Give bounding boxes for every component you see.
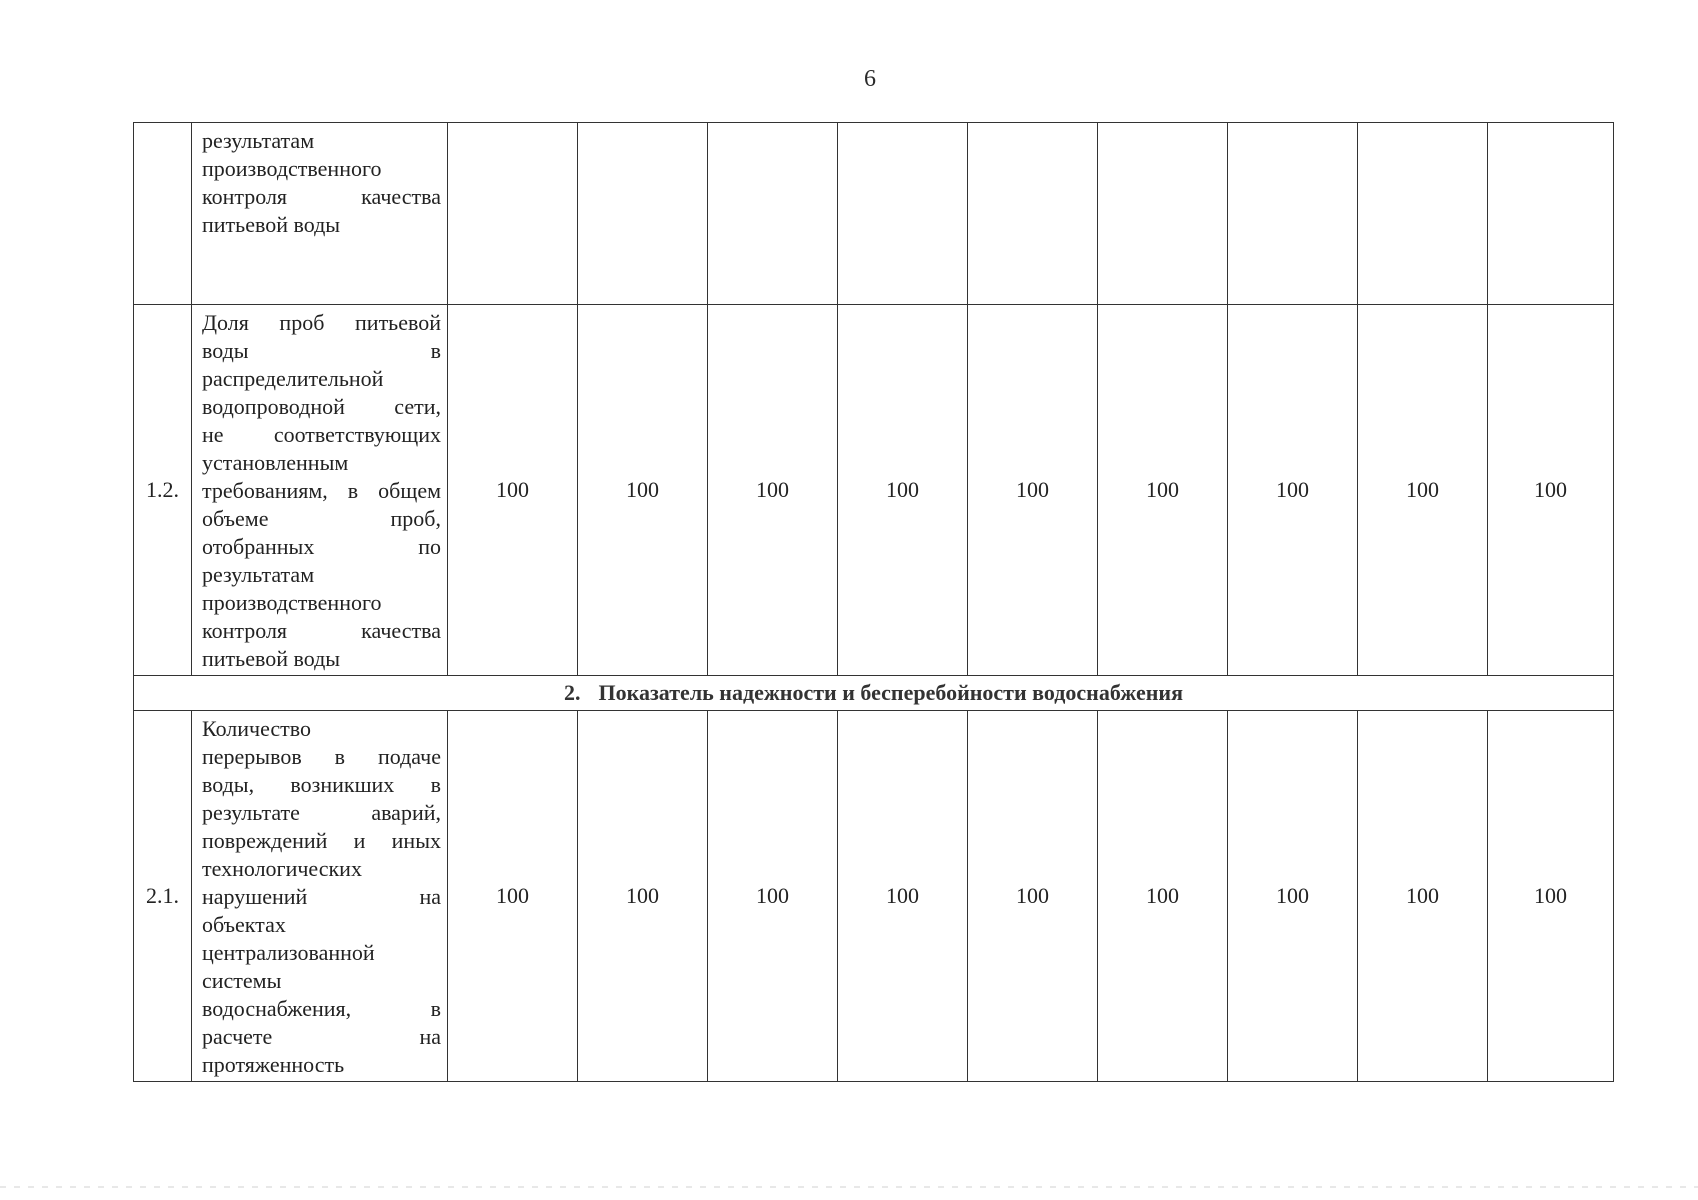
- value-cell: 100: [1228, 305, 1358, 676]
- value-cell: 100: [1358, 711, 1488, 1082]
- value-cell: 100: [708, 711, 838, 1082]
- value-cell: 100: [578, 305, 708, 676]
- description-line: контроля качества: [202, 618, 441, 643]
- value-cell: 100: [1098, 305, 1228, 676]
- value-cell: [578, 123, 708, 305]
- indicators-table: [133, 122, 1614, 1082]
- value-cell: 100: [1488, 711, 1614, 1082]
- description-line: результатам: [202, 562, 315, 587]
- row-description: [192, 305, 448, 676]
- value-cell: 100: [708, 305, 838, 676]
- description-line: распределительной: [202, 366, 384, 391]
- description-line: водоснабжения, в: [202, 996, 441, 1021]
- description-line: требованиям, в общем: [202, 478, 441, 503]
- value-cell: 100: [838, 711, 968, 1082]
- value-cell: [838, 123, 968, 305]
- table-row-continuation: [134, 123, 1614, 305]
- description-line: перерывов в подаче: [202, 744, 441, 769]
- description-line: воды в: [202, 338, 441, 363]
- section-title: [134, 676, 1614, 711]
- scan-edge-artifact: [0, 1186, 1698, 1188]
- value-cell: 100: [968, 305, 1098, 676]
- value-cell: 100: [968, 711, 1098, 1082]
- section-header-row: [134, 676, 1614, 711]
- value-cell: 100: [578, 711, 708, 1082]
- row-index: [134, 123, 192, 305]
- value-cell: [1098, 123, 1228, 305]
- section-title-text: Показатель надежности и бесперебойности водоснабжения: [598, 680, 1183, 705]
- description-line: производственного: [202, 156, 382, 181]
- description-line: производственного: [202, 590, 382, 615]
- value-cell: [448, 123, 578, 305]
- page-number: 6: [864, 66, 876, 92]
- description-line: не соответствующих: [202, 422, 441, 447]
- description-line: водопроводной сети,: [202, 394, 441, 419]
- description-line: питьевой воды: [202, 646, 341, 671]
- description-line: объектах: [202, 912, 286, 937]
- row-description: [192, 123, 448, 305]
- value-cell: [1228, 123, 1358, 305]
- value-cell: 100: [1098, 711, 1228, 1082]
- row-description: [192, 711, 448, 1082]
- description-line: Доля проб питьевой: [202, 310, 441, 335]
- description-line: технологических: [202, 856, 362, 881]
- value-cell: 100: [1488, 305, 1614, 676]
- value-cell: 100: [838, 305, 968, 676]
- description-line: расчете на: [202, 1024, 441, 1049]
- value-cell: [708, 123, 838, 305]
- description-line: Количество: [202, 716, 312, 741]
- section-number: 2.: [564, 680, 581, 705]
- value-cell: [968, 123, 1098, 305]
- value-cell: 100: [448, 711, 578, 1082]
- description-line: контроля качества: [202, 184, 441, 209]
- row-index: 1.2.: [134, 305, 192, 676]
- description-line: системы: [202, 968, 282, 993]
- description-line: повреждений и иных: [202, 828, 441, 853]
- value-cell: 100: [1228, 711, 1358, 1082]
- description-line: нарушений на: [202, 884, 441, 909]
- value-cell: 100: [1358, 305, 1488, 676]
- description-line: объеме проб,: [202, 506, 441, 531]
- description-line: питьевой воды: [202, 212, 341, 237]
- table-row-1-2: [134, 305, 1614, 676]
- description-line: отобранных по: [202, 534, 441, 559]
- table-row-2-1: [134, 711, 1614, 1082]
- value-cell: 100: [448, 305, 578, 676]
- description-line: воды, возникших в: [202, 772, 441, 797]
- description-line: установленным: [202, 450, 349, 475]
- description-line: результате аварий,: [202, 800, 441, 825]
- description-line: централизованной: [202, 940, 375, 965]
- row-index: 2.1.: [134, 711, 192, 1082]
- value-cell: [1488, 123, 1614, 305]
- description-line: результатам: [202, 128, 315, 153]
- indicators-table-wrapper: [133, 122, 1613, 1082]
- description-line: протяженность: [202, 1052, 345, 1077]
- value-cell: [1358, 123, 1488, 305]
